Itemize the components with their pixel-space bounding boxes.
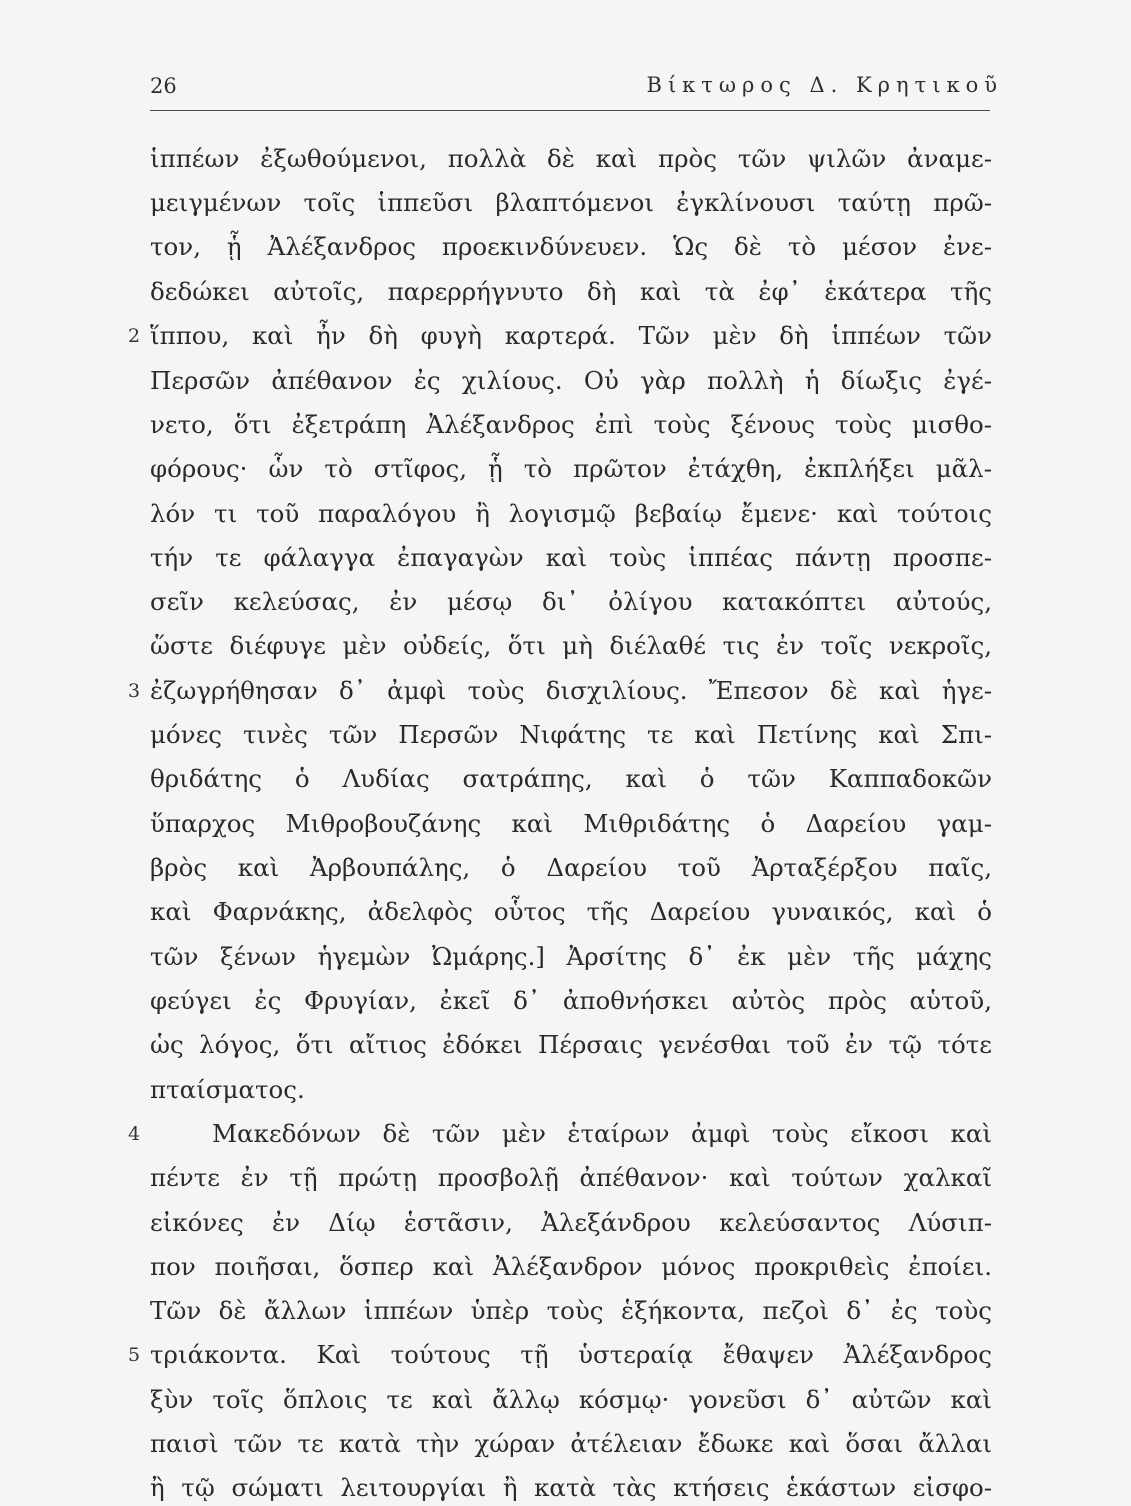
text-line: τον, ᾗ Ἀλέξανδρος προεκινδύνευεν. Ὡς δὲ τὸ μέσον ἐνε- xyxy=(150,232,992,261)
section-number: 3 xyxy=(128,680,141,702)
text-line: πον ποιῆσαι, ὅσπερ καὶ Ἀλέξανδρον μόνος προκριθεὶς ἐποίει. xyxy=(150,1252,992,1281)
text-line: καὶ Φαρνάκης, ἀδελφὸς οὗτος τῆς Δαρείου γυναικός, καὶ ὁ xyxy=(150,897,992,926)
section-number: 2 xyxy=(128,325,141,347)
text-line: νετο, ὅτι ἐξετράπη Ἀλέξανδρος ἐπὶ τοὺς ξένους τοὺς μισθο- xyxy=(150,410,992,439)
text-line: παισὶ τῶν τε κατὰ τὴν χώραν ἀτέλειαν ἔδωκε καὶ ὅσαι ἄλλαι xyxy=(150,1429,992,1458)
text-line: Μακεδόνων δὲ τῶν μὲν ἑταίρων ἀμφὶ τοὺς εἴκοσι καὶ xyxy=(212,1119,992,1148)
section-number: 4 xyxy=(128,1123,141,1145)
text-line: ὥστε διέφυγε μὲν οὐδείς, ὅτι μὴ διέλαθέ τις ἐν τοῖς νεκροῖς, xyxy=(150,631,992,660)
page-number: 26 xyxy=(150,74,177,98)
text-line: ὕπαρχος Μιθροβουζάνης καὶ Μιθριδάτης ὁ Δαρείου γαμ- xyxy=(150,809,992,838)
text-line: μόνες τινὲς τῶν Περσῶν Νιφάτης τε καὶ Πετίνης καὶ Σπι- xyxy=(150,720,992,749)
text-line: μειγμένων τοῖς ἱππεῦσι βλαπτόμενοι ἐγκλίνουσι ταύτῃ πρῶ- xyxy=(150,188,992,217)
text-line: ἱππέων ἐξωθούμενοι, πολλὰ δὲ καὶ πρὸς τῶν ψιλῶν ἀναμε- xyxy=(150,144,992,173)
text-line: τῶν ξένων ἡγεμὼν Ὠμάρης.] Ἀρσίτης δ᾽ ἐκ μὲν τῆς μάχης xyxy=(150,942,992,971)
text-line: θριδάτης ὁ Λυδίας σατράπης, καὶ ὁ τῶν Καππαδοκῶν xyxy=(150,764,992,793)
text-line: πταίσματος. xyxy=(150,1075,305,1104)
text-line: σεῖν κελεύσας, ἐν μέσῳ δι᾽ ὀλίγου κατακόπτει αὐτούς, xyxy=(150,587,992,616)
text-line: ὡς λόγος, ὅτι αἴτιος ἐδόκει Πέρσαις γενέσθαι τοῦ ἐν τῷ τότε xyxy=(150,1030,992,1059)
text-line: εἰκόνες ἐν Δίῳ ἑστᾶσιν, Ἀλεξάνδρου κελεύσαντος Λύσιπ- xyxy=(150,1208,992,1237)
text-line: ξὺν τοῖς ὅπλοις τε καὶ ἄλλῳ κόσμῳ· γονεῦσι δ᾽ αὐτῶν καὶ xyxy=(150,1385,992,1414)
section-number: 5 xyxy=(128,1344,141,1366)
text-line: ἐζωγρήθησαν δ᾽ ἀμφὶ τοὺς δισχιλίους. Ἔπεσον δὲ καὶ ἡγε- xyxy=(150,676,992,705)
text-line: λόν τι τοῦ παραλόγου ἢ λογισμῷ βεβαίῳ ἔμενε· καὶ τούτοις xyxy=(150,499,992,528)
text-line: δεδώκει αὐτοῖς, παρερρήγνυτο δὴ καὶ τὰ ἐφ᾽ ἑκάτερα τῆς xyxy=(150,277,992,306)
text-line: Περσῶν ἀπέθανον ἐς χιλίους. Οὐ γὰρ πολλὴ ἡ δίωξις ἐγέ- xyxy=(150,366,992,395)
text-line: ἵππου, καὶ ἦν δὴ φυγὴ καρτερά. Τῶν μὲν δὴ ἱππέων τῶν xyxy=(150,321,992,350)
text-line: Τῶν δὲ ἄλλων ἱππέων ὑπὲρ τοὺς ἑξήκοντα, πεζοὶ δ᾽ ἐς τοὺς xyxy=(150,1296,992,1325)
text-line: τήν τε φάλαγγα ἐπαγαγὼν καὶ τοὺς ἱππέας πάντῃ προσπε- xyxy=(150,543,992,572)
text-line: φεύγει ἐς Φρυγίαν, ἐκεῖ δ᾽ ἀποθνήσκει αὐτὸς πρὸς αὑτοῦ, xyxy=(150,986,992,1015)
text-line: βρὸς καὶ Ἀρβουπάλης, ὁ Δαρείου τοῦ Ἀρταξέρξου παῖς, xyxy=(150,853,992,882)
text-line: φόρους· ὧν τὸ στῖφος, ᾗ τὸ πρῶτον ἐτάχθη, ἐκπλήξει μᾶλ- xyxy=(150,454,992,483)
text-line: τριάκοντα. Καὶ τούτους τῇ ὑστεραίᾳ ἔθαψεν Ἀλέξανδρος xyxy=(150,1340,992,1369)
running-title: Βίκτωρος Δ. Κρητικοῦ xyxy=(646,73,1003,97)
text-line: ἢ τῷ σώματι λειτουργίαι ἢ κατὰ τὰς κτήσεις ἑκάστων εἰσφο- xyxy=(150,1473,992,1502)
text-line: πέντε ἐν τῇ πρώτῃ προσβολῇ ἀπέθανον· καὶ τούτων χαλκαῖ xyxy=(150,1163,992,1192)
header-rule xyxy=(150,110,990,111)
